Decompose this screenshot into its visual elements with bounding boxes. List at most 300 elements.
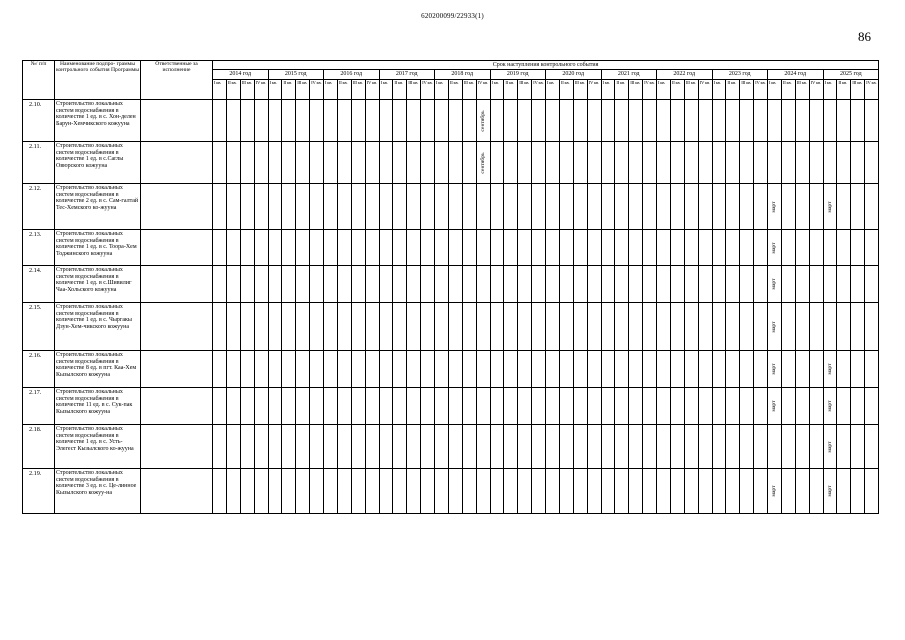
quarter-cell [226,388,240,425]
quarter-cell [462,351,476,388]
quarter-cell [435,351,449,388]
quarter-cell [809,425,823,469]
quarter-cell [781,303,795,351]
quarter-cell [421,351,435,388]
quarter-header: IV кв. [421,80,435,100]
quarter-cell [851,303,865,351]
quarter-cell [643,142,657,184]
quarter-cell [532,425,546,469]
quarter-cell [559,351,573,388]
quarter-cell [407,351,421,388]
quarter-cell [351,425,365,469]
quarter-cell [518,469,532,514]
quarter-cell [573,184,587,230]
quarter-cell [865,184,879,230]
quarter-cell [740,469,754,514]
quarter-cell [559,266,573,303]
quarter-cell [476,351,490,388]
quarter-cell [310,469,324,514]
quarter-cell [629,469,643,514]
quarter-cell [310,351,324,388]
quarter-cell [809,469,823,514]
quarter-cell [351,303,365,351]
event-month-label: март [826,363,833,375]
quarter-cell [573,303,587,351]
quarter-cell [435,303,449,351]
quarter-cell [282,351,296,388]
quarter-cell [670,266,684,303]
quarter-header: I кв. [712,80,726,100]
quarter-cell [407,425,421,469]
quarter-cell [296,266,310,303]
row-responsible [141,303,213,351]
quarter-cell [310,100,324,142]
quarter-header: I кв. [268,80,282,100]
quarter-cell [379,303,393,351]
quarter-cell [407,388,421,425]
quarter-cell [643,388,657,425]
quarter-cell [365,469,379,514]
quarter-cell [587,469,601,514]
quarter-cell [559,142,573,184]
quarter-cell [476,230,490,266]
quarter-cell [601,351,615,388]
quarter-cell [254,230,268,266]
quarter-cell [490,351,504,388]
quarter-cell [573,388,587,425]
quarter-header: IV кв. [809,80,823,100]
quarter-cell [698,230,712,266]
quarter-cell [226,184,240,230]
quarter-cell [698,100,712,142]
quarter-header: II кв. [282,80,296,100]
quarter-cell [490,266,504,303]
quarter-header: III кв. [518,80,532,100]
quarter-header: I кв. [657,80,671,100]
quarter-cell [643,351,657,388]
quarter-cell [726,184,740,230]
year-header: 2016 год [324,70,380,80]
quarter-cell [754,100,768,142]
quarter-cell [726,100,740,142]
quarter-cell [504,266,518,303]
quarter-cell [240,303,254,351]
quarter-cell [657,100,671,142]
quarter-cell [462,142,476,184]
quarter-cell [698,351,712,388]
quarter-cell [712,303,726,351]
quarter-cell [518,142,532,184]
quarter-cell [837,303,851,351]
quarter-cell [754,184,768,230]
quarter-cell [504,388,518,425]
quarter-cell [781,266,795,303]
quarter-cell [310,230,324,266]
row-responsible [141,184,213,230]
quarter-cell [365,266,379,303]
quarter-cell [670,230,684,266]
quarter-cell [254,469,268,514]
control-events-table [22,60,879,514]
quarter-cell [573,425,587,469]
quarter-cell [282,388,296,425]
quarter-cell [240,184,254,230]
quarter-cell [823,142,837,184]
quarter-cell [448,303,462,351]
quarter-header: IV кв. [698,80,712,100]
quarter-cell [726,230,740,266]
quarter-cell [795,388,809,425]
quarter-cell [393,230,407,266]
quarter-cell [268,230,282,266]
quarter-cell [435,425,449,469]
quarter-cell [268,469,282,514]
quarter-cell [365,184,379,230]
table-body [23,100,879,514]
year-header: 2018 год [435,70,491,80]
quarter-cell [851,230,865,266]
quarter-cell [213,303,227,351]
row-number: 2.18. [23,425,55,469]
quarter-cell [615,388,629,425]
quarter-header: III кв. [351,80,365,100]
row-number: 2.14. [23,266,55,303]
quarter-cell [254,388,268,425]
quarter-cell [754,425,768,469]
quarter-cell [615,469,629,514]
quarter-cell [740,351,754,388]
quarter-cell [795,142,809,184]
quarter-cell [643,266,657,303]
quarter-header: IV кв. [754,80,768,100]
quarter-cell [559,184,573,230]
quarter-cell [837,142,851,184]
row-number: 2.19. [23,469,55,514]
quarter-cell [643,230,657,266]
quarter-cell [837,469,851,514]
quarter-cell [226,469,240,514]
quarter-header: III кв. [684,80,698,100]
quarter-cell [365,425,379,469]
quarter-cell [851,388,865,425]
quarter-cell [324,266,338,303]
quarter-header: III кв. [462,80,476,100]
quarter-cell [837,266,851,303]
quarter-cell [310,184,324,230]
quarter-cell [226,266,240,303]
quarter-cell [365,388,379,425]
quarter-cell [740,184,754,230]
quarter-cell [643,100,657,142]
quarter-cell [712,230,726,266]
quarter-cell [337,425,351,469]
quarter-cell [657,230,671,266]
quarter-cell [393,100,407,142]
quarter-cell [615,425,629,469]
quarter-cell [351,469,365,514]
quarter-header: II кв. [337,80,351,100]
quarter-cell [615,351,629,388]
quarter-cell [393,425,407,469]
quarter-cell [213,184,227,230]
page-number: 86 [858,29,871,44]
quarter-cell [337,351,351,388]
quarter-cell [754,303,768,351]
quarter-cell [781,388,795,425]
quarter-cell [351,184,365,230]
quarter-cell [546,230,560,266]
row-number: 2.17. [23,388,55,425]
quarter-cell [670,100,684,142]
quarter-cell [435,469,449,514]
row-name: Строительство локальных систем водоснабжения в количестве 3 ед. в с. Це-линное Кызылского кожуу-на [55,469,141,514]
quarter-cell [462,184,476,230]
table-row [23,142,879,184]
quarter-header: I кв. [213,80,227,100]
quarter-cell [573,266,587,303]
quarter-cell [615,100,629,142]
quarter-cell [226,425,240,469]
quarter-cell [310,303,324,351]
quarter-cell [615,184,629,230]
row-number: 2.15. [23,303,55,351]
quarter-cell [407,266,421,303]
table-row [23,425,879,469]
quarter-cell [337,303,351,351]
quarter-cell [629,351,643,388]
header-row-main [23,61,879,70]
table-row [23,184,879,230]
quarter-cell [213,100,227,142]
quarter-cell [379,266,393,303]
quarter-cell [282,230,296,266]
row-name: Строительство локальных систем водоснабжения в количестве 1 ед. в с.Шивилиг Чаа-Хольского кожууна [55,266,141,303]
quarter-cell [837,184,851,230]
year-header: 2023 год [712,70,768,80]
quarter-cell [643,303,657,351]
quarter-cell [532,184,546,230]
quarter-cell [795,266,809,303]
quarter-cell [726,142,740,184]
quarter-cell [698,266,712,303]
quarter-cell [462,230,476,266]
quarter-cell [365,142,379,184]
quarter-cell [296,388,310,425]
quarter-cell [421,469,435,514]
quarter-cell [726,469,740,514]
row-responsible [141,425,213,469]
quarter-cell [240,388,254,425]
quarter-cell [809,388,823,425]
row-responsible [141,388,213,425]
quarter-cell [781,230,795,266]
quarter-cell [823,388,837,425]
quarter-cell [781,469,795,514]
year-header: 2024 год [768,70,824,80]
quarter-cell [823,184,837,230]
quarter-cell [670,184,684,230]
row-name: Строительство локальных систем водоснабжения в количестве 1 ед. в с. Чыргакы Дзун-Хем-чикского кожууна [55,303,141,351]
quarter-cell [684,142,698,184]
quarter-cell [421,100,435,142]
table-row [23,388,879,425]
quarter-cell [754,230,768,266]
quarter-cell [546,100,560,142]
quarter-cell [379,142,393,184]
row-number: 2.11. [23,142,55,184]
table-row [23,230,879,266]
quarter-cell [809,266,823,303]
quarter-cell [532,351,546,388]
quarter-cell [435,142,449,184]
quarter-cell [379,351,393,388]
quarter-cell [254,184,268,230]
quarter-cell [476,469,490,514]
quarter-cell [768,266,782,303]
quarter-cell [393,303,407,351]
row-name: Строительство локальных систем водоснабжения в количестве 1 ед. в с. Хон-делен Барун-Хемчикского кожууна [55,100,141,142]
quarter-cell [726,303,740,351]
quarter-cell [393,142,407,184]
quarter-cell [365,351,379,388]
row-responsible [141,100,213,142]
quarter-cell [601,469,615,514]
quarter-cell [670,425,684,469]
quarter-cell [393,351,407,388]
row-responsible [141,351,213,388]
quarter-header: I кв. [601,80,615,100]
quarter-cell [226,230,240,266]
quarter-cell [351,266,365,303]
quarter-cell [324,230,338,266]
quarter-cell [754,388,768,425]
quarter-cell [532,303,546,351]
year-header: 2022 год [657,70,713,80]
row-name: Строительство локальных систем водоснабжения в количестве 1 ед. в с. Тоора-Хем Тоджинского кожууна [55,230,141,266]
quarter-cell [240,425,254,469]
quarter-cell [490,469,504,514]
quarter-cell [601,100,615,142]
quarter-cell [407,142,421,184]
quarter-cell [768,351,782,388]
quarter-cell [435,388,449,425]
quarter-cell [393,388,407,425]
quarter-cell [601,142,615,184]
quarter-cell [532,230,546,266]
quarter-cell [226,100,240,142]
quarter-cell [726,425,740,469]
quarter-header: II кв. [393,80,407,100]
quarter-cell [865,266,879,303]
quarter-cell [435,100,449,142]
quarter-cell [337,184,351,230]
quarter-cell [851,266,865,303]
quarter-cell [601,184,615,230]
quarter-header: III кв. [296,80,310,100]
quarter-cell [282,469,296,514]
quarter-cell [615,230,629,266]
table-row [23,303,879,351]
quarter-cell [490,184,504,230]
quarter-cell [282,184,296,230]
row-name: Строительство локальных систем водоснабжения в количестве 11 ед. в с. Сук-пак Кызылского кожууна [55,388,141,425]
quarter-cell [698,425,712,469]
event-month-label: март [771,200,778,213]
quarter-cell [629,425,643,469]
quarter-cell [546,266,560,303]
quarter-cell [754,351,768,388]
quarter-cell [448,184,462,230]
quarter-cell [324,184,338,230]
quarter-cell [379,388,393,425]
quarter-cell [754,469,768,514]
header-period: Срок наступления контрольного события [213,61,879,70]
quarter-cell [684,425,698,469]
quarter-cell [421,388,435,425]
quarter-cell [865,469,879,514]
quarter-cell [490,303,504,351]
quarter-cell [324,100,338,142]
quarter-cell [324,469,338,514]
year-header: 2017 год [379,70,435,80]
quarter-cell [421,303,435,351]
quarter-cell [726,351,740,388]
quarter-cell [837,351,851,388]
quarter-cell [684,303,698,351]
row-responsible [141,266,213,303]
event-month-label: март [826,400,833,412]
quarter-cell [657,388,671,425]
quarter-cell [768,303,782,351]
quarter-cell [823,303,837,351]
quarter-cell [518,303,532,351]
row-responsible [141,142,213,184]
quarter-cell [740,230,754,266]
quarter-cell [407,184,421,230]
row-name: Строительство локальных систем водоснабжения в количестве 1 ед. в с. Усть-Элегест Кызылского ко-жууна [55,425,141,469]
quarter-cell [559,425,573,469]
quarter-cell [268,142,282,184]
quarter-cell [490,425,504,469]
quarter-header: III кв. [240,80,254,100]
quarter-cell [518,351,532,388]
quarter-cell [532,388,546,425]
table-row [23,266,879,303]
quarter-cell [476,388,490,425]
quarter-cell [226,303,240,351]
quarter-cell [337,230,351,266]
quarter-cell [629,184,643,230]
quarter-cell [587,266,601,303]
quarter-cell [546,184,560,230]
quarter-cell [504,351,518,388]
year-header: 2021 год [601,70,657,80]
quarter-cell [213,230,227,266]
quarter-cell [310,388,324,425]
quarter-cell [837,100,851,142]
quarter-cell [476,142,490,184]
quarter-cell [365,303,379,351]
event-month-label: март [771,320,778,333]
quarter-cell [809,303,823,351]
quarter-cell [684,469,698,514]
quarter-cell [643,469,657,514]
quarter-cell [754,266,768,303]
quarter-cell [448,351,462,388]
quarter-cell [865,100,879,142]
quarter-cell [684,230,698,266]
quarter-cell [823,425,837,469]
